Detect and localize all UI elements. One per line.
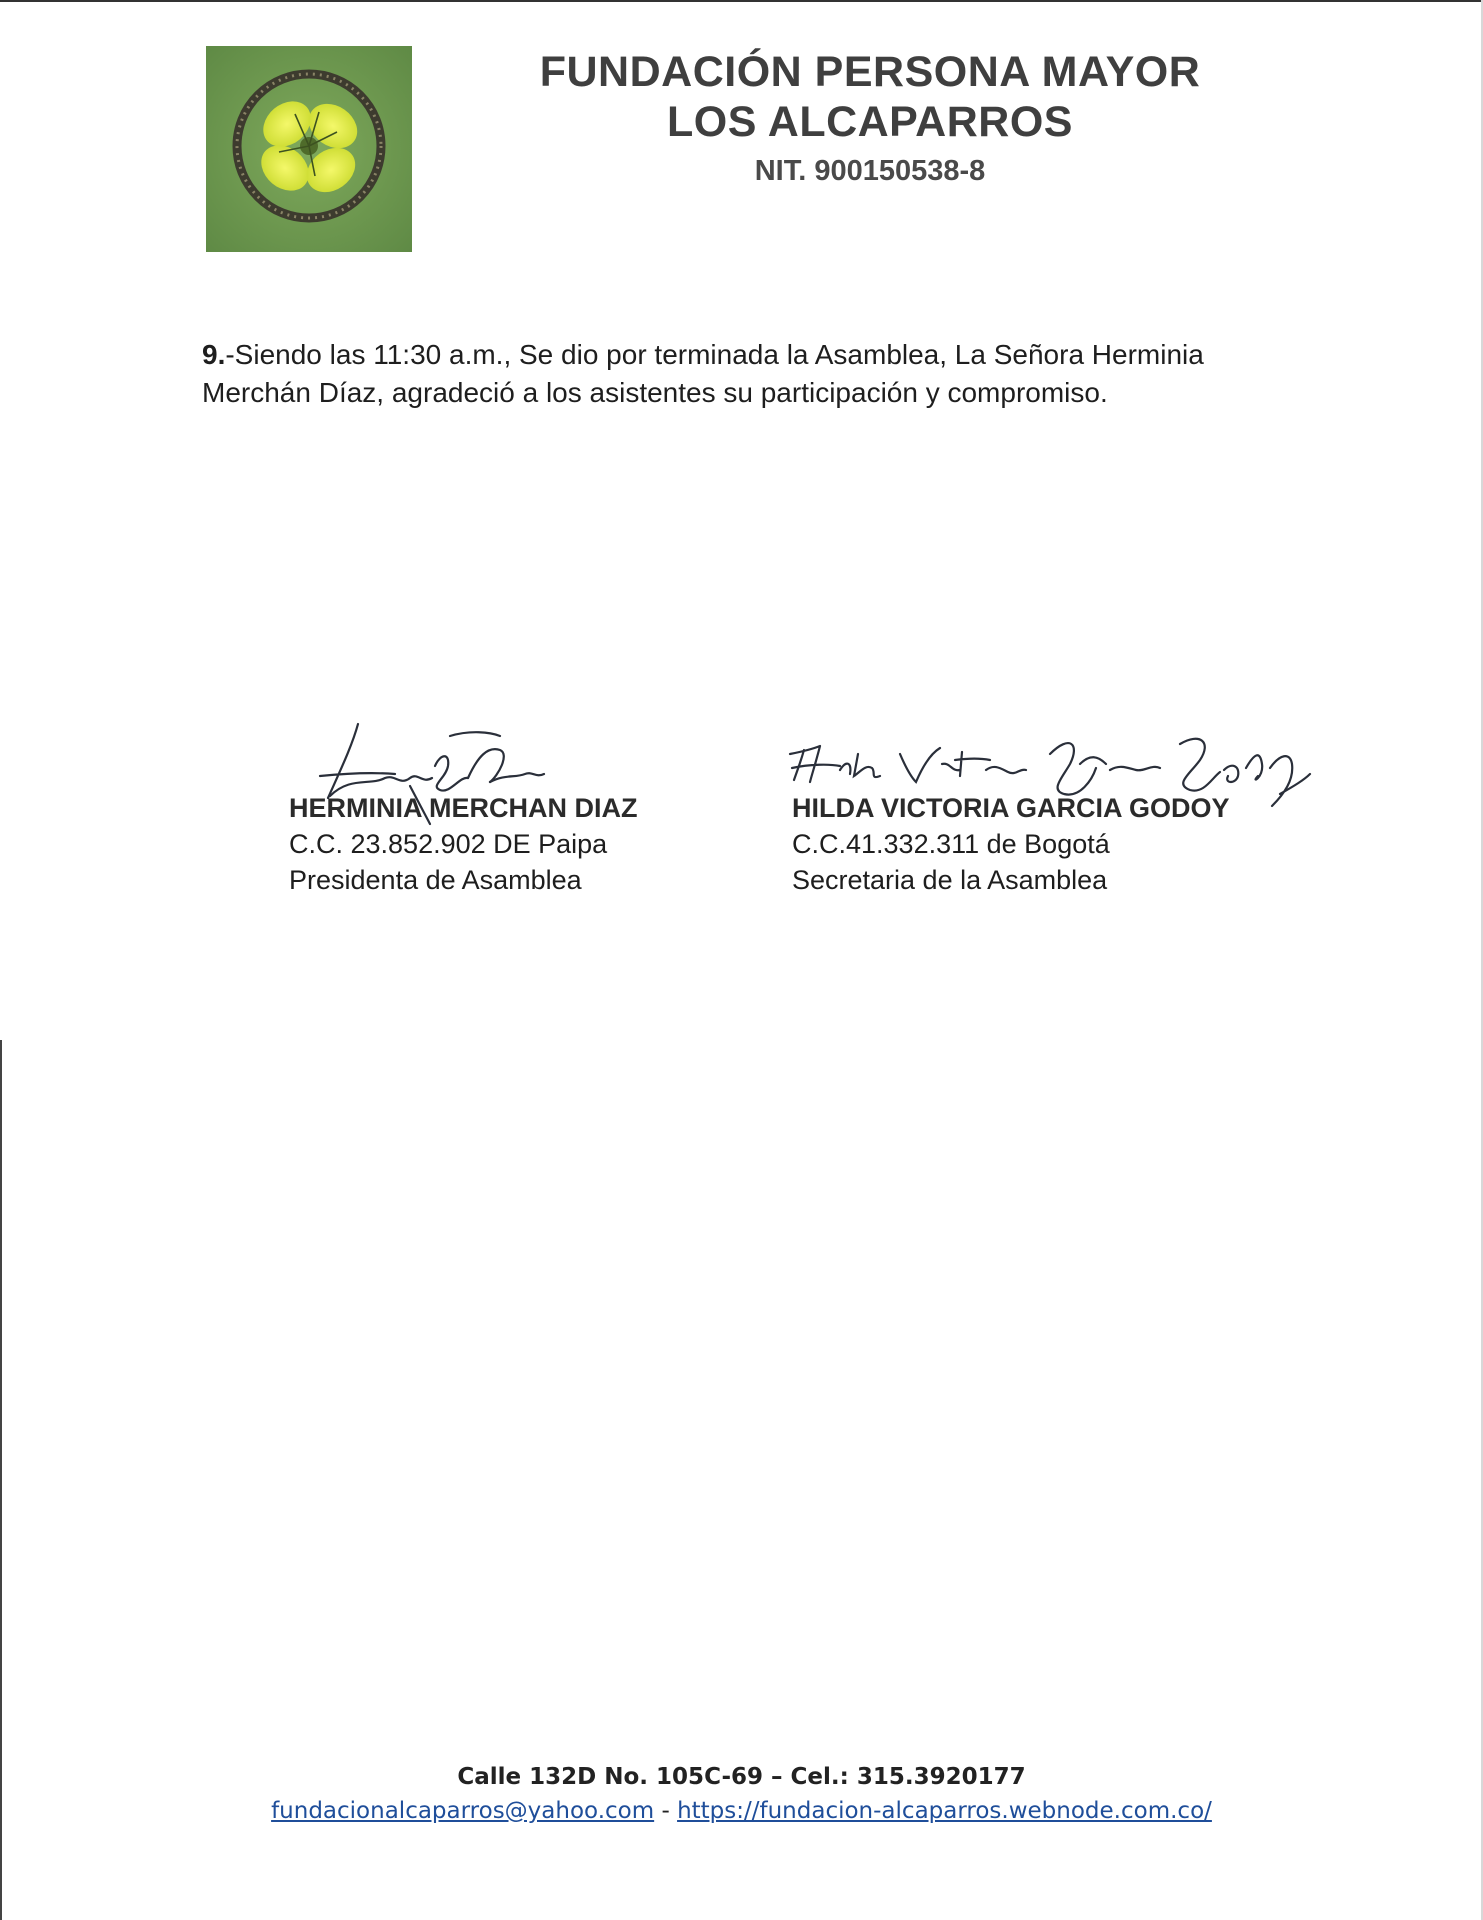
signatory-left-role: Presidenta de Asamblea — [289, 865, 582, 895]
footer-address: Calle 132D No. 105C-69 – Cel.: 315.3920177 — [457, 1764, 1026, 1790]
scan-edge-top — [0, 0, 1483, 2]
org-name-line2: LOS ALCAPARROS — [667, 98, 1073, 146]
footer-separator: - — [654, 1798, 678, 1824]
org-name-line1: FUNDACIÓN PERSONA MAYOR — [539, 48, 1201, 96]
signatory-right — [792, 790, 1230, 898]
closing-paragraph — [202, 336, 1282, 412]
signatory-right-name: HILDA VICTORIA GARCIA GODOY — [792, 793, 1230, 823]
foundation-logo — [206, 46, 412, 252]
footer-contact-links — [0, 1798, 1483, 1824]
org-nit: NIT. 900150538-8 — [754, 155, 986, 187]
signatory-left-name: HERMINIA MERCHAN DIAZ — [289, 793, 638, 823]
footer-email-link[interactable]: fundacionalcaparros@yahoo.com — [271, 1798, 655, 1824]
signatory-left — [289, 790, 637, 898]
paragraph-text: -Siendo las 11:30 a.m., Se dio por terminada la Asamblea, La Señora Herminia Merchán Díaz, agradeció a los asistentes su participación y compromiso. — [202, 339, 1204, 408]
item-number: 9. — [202, 339, 226, 370]
signatory-left-id: C.C. 23.852.902 DE Paipa — [289, 829, 608, 859]
footer-website-link[interactable]: https://fundacion-alcaparros.webnode.com.co/ — [677, 1798, 1212, 1824]
signatory-right-role: Secretaria de la Asamblea — [792, 865, 1108, 895]
signatory-right-id: C.C.41.332.311 de Bogotá — [792, 829, 1110, 859]
